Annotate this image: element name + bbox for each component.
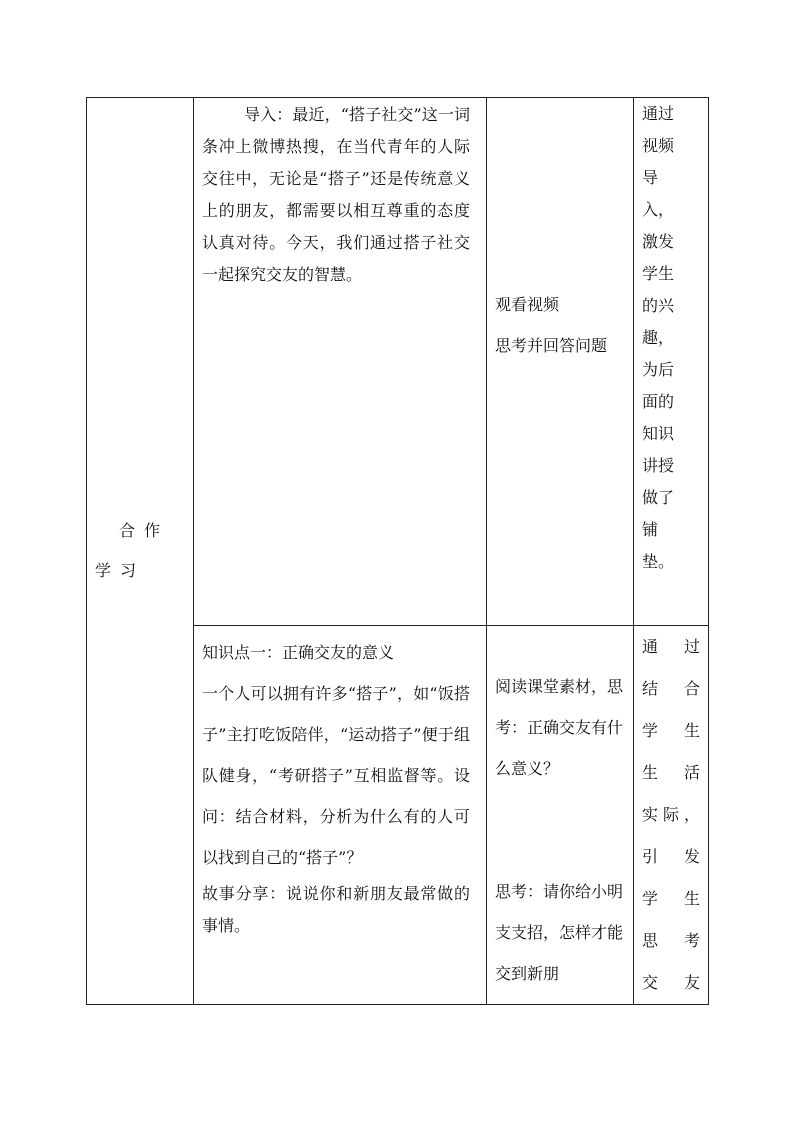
student-activity-cell-intro [487,98,634,626]
student-line: 观看视频 [495,295,560,314]
purpose-cell-intro [634,98,709,626]
purpose-line: 面的 [642,392,675,411]
stage-label: 合作学习 [95,521,170,580]
spacer [495,789,629,871]
purpose-line: 学生 [642,889,702,908]
purpose-intro [634,98,708,578]
student-block: 思考：请你给小明支支招，怎样才能交到新朋 [495,882,624,983]
knowledge-material: 一个人可以拥有许多“搭子”，如“饭搭子”主打吃饭陪伴，“运动搭子”便于组队健身，“考研搭子”互相监督等。设问：结合材料，分析为什么有的人可以找到自己的“搭子”？ [202,684,470,867]
purpose-line: 学生 [642,721,702,740]
purpose-line: 生活 [642,763,702,782]
teacher-activity-cell-knowledge [194,626,487,1005]
purpose-line: 导 [642,168,659,187]
purpose-line: 思考 [642,931,702,950]
purpose-line: 的兴 [642,296,675,315]
knowledge-text [194,626,486,942]
purpose-line: 入， [642,200,675,219]
lesson-plan-table [86,97,709,1005]
student-block: 阅读课堂素材，思考：正确交友有什么意义？ [495,677,624,778]
table-row-intro [87,98,709,626]
student-line: 思考并回答问题 [495,336,608,355]
purpose-line: 为后 [642,360,675,379]
stage-cell [87,98,194,1005]
purpose-line: 通过 [642,637,702,656]
purpose-cell-knowledge [634,626,709,1005]
story-share: 故事分享：说说你和新朋友最常做的事情。 [202,884,470,935]
teacher-activity-cell-intro [194,98,487,626]
purpose-line: 做了 [642,488,675,507]
purpose-line: 实际， [642,805,702,824]
intro-text: 导入：最近，“搭子社交”这一词条冲上微博热搜，在当代青年的人际交往中，无论是“搭子”还是传统意义上的朋友，都需要以相互尊重的态度认真对待。今天，我们通过搭子社交一起探究交友的智慧。 [202,105,470,284]
purpose-line: 学生 [642,264,675,283]
purpose-knowledge [634,626,708,1004]
student-activity-knowledge [487,666,633,994]
purpose-line: 趣， [642,328,675,347]
purpose-line: 激发 [642,232,675,251]
purpose-line: 铺 [642,520,659,539]
purpose-line: 引发 [642,847,702,866]
purpose-line: 结合 [642,679,702,698]
purpose-line: 交友 [642,973,702,992]
purpose-line: 知识 [642,424,675,443]
purpose-line: 讲授 [642,456,675,475]
purpose-line: 垫。 [642,552,675,571]
purpose-line: 视频 [642,136,675,155]
student-activity-intro [487,284,633,366]
purpose-line: 通过 [642,104,675,123]
knowledge-heading: 知识点一：正确交友的意义 [202,643,395,662]
student-activity-cell-knowledge [487,626,634,1005]
